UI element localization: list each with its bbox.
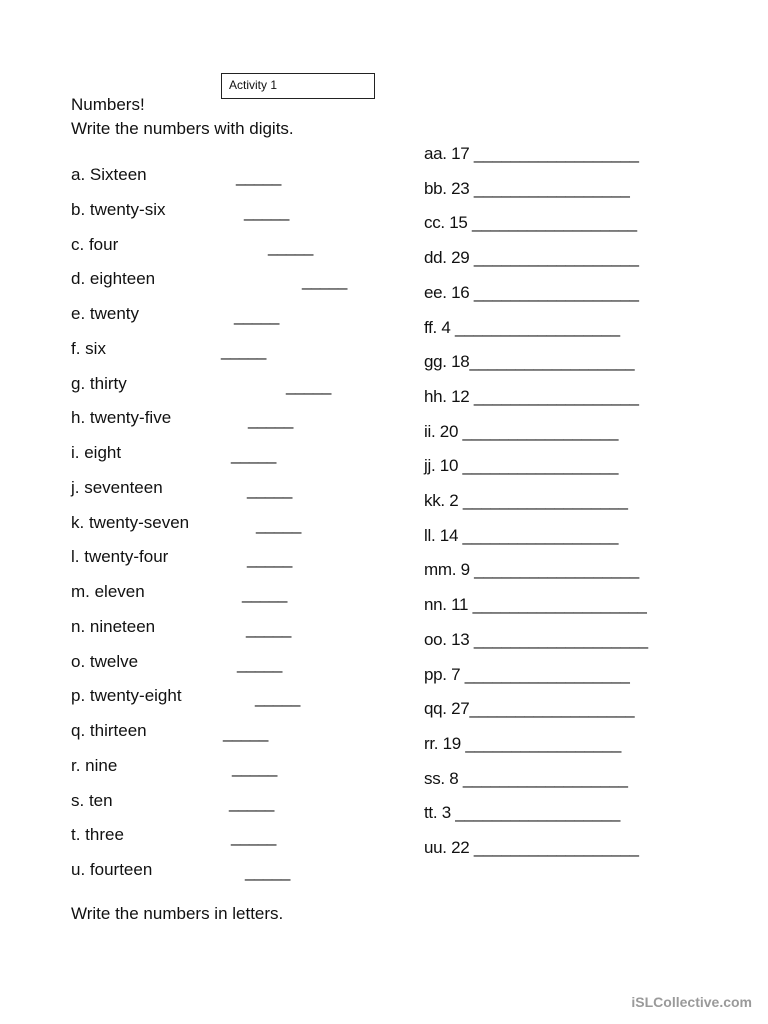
right-item: aa. 17 __________________ — [424, 144, 639, 163]
right-item: ee. 16 __________________ — [424, 282, 639, 302]
right-item: oo. 13 ___________________ — [424, 629, 648, 649]
right-item: ii. 20 _________________ — [424, 421, 619, 441]
left-item-label: o. twelve — [71, 651, 139, 671]
left-item-label: f. six — [71, 338, 106, 358]
left-item-label: g. thirty — [71, 373, 127, 393]
answer-blank: _____ — [247, 549, 292, 569]
answer-blank: _____ — [221, 340, 266, 360]
left-item-label: r. nine — [71, 755, 118, 775]
left-item-label: u. fourteen — [71, 860, 153, 879]
answer-blank: _____ — [268, 236, 313, 256]
right-item: mm. 9 __________________ — [424, 560, 639, 580]
left-item-label: i. eight — [71, 443, 122, 462]
activity-label-box: Activity 1 — [221, 73, 375, 99]
left-item-label: d. eighteen — [71, 269, 156, 289]
left-item-label: e. twenty — [71, 304, 140, 323]
left-item-label: c. four — [71, 234, 119, 254]
right-item: cc. 15 __________________ — [424, 213, 637, 233]
left-item-label: k. twenty-seven — [71, 512, 190, 532]
answer-blank: _____ — [247, 479, 292, 499]
answer-blank: _____ — [302, 271, 347, 291]
right-item: ll. 14 _________________ — [424, 525, 619, 545]
answer-blank: _____ — [248, 410, 293, 430]
left-item-label: a. Sixteen — [71, 165, 147, 184]
answer-blank: _____ — [246, 618, 291, 638]
answer-blank: _____ — [231, 827, 276, 847]
answer-blank: _____ — [223, 723, 268, 742]
answer-blank: _____ — [245, 862, 290, 881]
answer-blank: _____ — [242, 584, 287, 603]
right-item: pp. 7 __________________ — [424, 664, 630, 684]
right-item: nn. 11 ___________________ — [424, 595, 647, 615]
left-item-label: n. nineteen — [71, 616, 156, 636]
instruction-letters: Write the numbers in letters. — [71, 904, 284, 923]
left-item-label: h. twenty-five — [71, 408, 172, 428]
right-item: ss. 8 __________________ — [424, 768, 628, 788]
right-item: bb. 23 _________________ — [424, 178, 630, 198]
left-item-label: q. thirteen — [71, 721, 147, 740]
answer-blank: _____ — [231, 445, 276, 464]
answer-blank: _____ — [237, 653, 282, 673]
right-item: gg. 18__________________ — [424, 352, 635, 372]
answer-blank: _____ — [244, 201, 289, 221]
answer-blank: _____ — [286, 375, 331, 395]
right-item: ff. 4 __________________ — [424, 317, 620, 337]
left-item-label: b. twenty-six — [71, 199, 166, 219]
page-title: Numbers! — [71, 95, 145, 114]
right-item: tt. 3 __________________ — [424, 803, 621, 823]
answer-blank: _____ — [234, 306, 279, 325]
left-item-label: p. twenty-eight — [71, 686, 182, 706]
answer-blank: _____ — [236, 167, 281, 186]
answer-blank: _____ — [229, 792, 274, 812]
right-item: kk. 2 __________________ — [424, 491, 628, 510]
right-item: hh. 12 __________________ — [424, 386, 639, 406]
left-item-label: j. seventeen — [71, 477, 163, 497]
right-item: dd. 29 __________________ — [424, 248, 639, 268]
answer-blank: _____ — [232, 757, 277, 777]
right-item: rr. 19 _________________ — [424, 733, 621, 753]
right-item: jj. 10 _________________ — [424, 456, 619, 476]
answer-blank: _____ — [255, 688, 300, 708]
left-item-label: t. three — [71, 825, 124, 845]
instruction-digits: Write the numbers with digits. — [71, 119, 294, 138]
left-item-label: m. eleven — [71, 582, 145, 601]
left-item-label: l. twenty-four — [71, 547, 169, 567]
footer-watermark: iSLCollective.com — [631, 994, 752, 1010]
left-item-label: s. ten — [71, 790, 113, 810]
answer-blank: _____ — [256, 514, 301, 534]
right-item: uu. 22 __________________ — [424, 838, 639, 857]
right-item: qq. 27__________________ — [424, 699, 635, 719]
